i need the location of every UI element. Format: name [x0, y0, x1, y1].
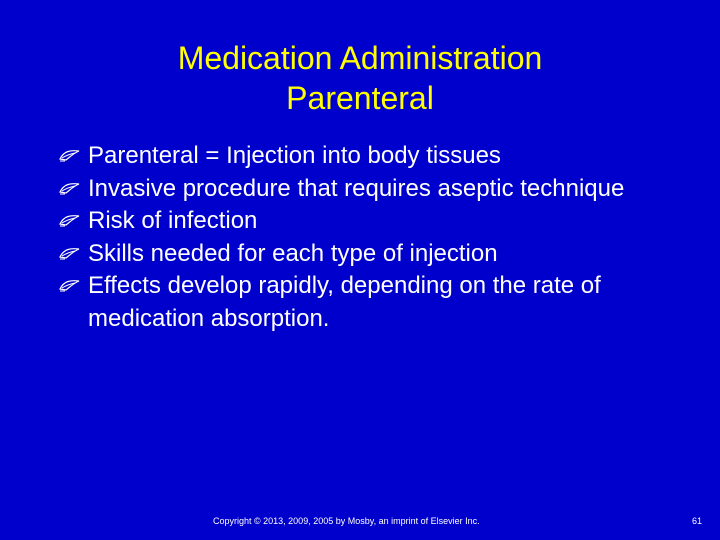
feather-scroll-icon	[59, 247, 81, 261]
page-number: 61	[691, 516, 702, 526]
bullet-item	[0, 270, 720, 335]
copyright-notice: Copyright © 2013, 2009, 2005 by Mosby, an imprint of Elsevier Inc.	[213, 516, 480, 526]
bullet-text: Effects develop rapidly, depending on the rate of medication absorption.	[88, 272, 601, 332]
bullet-item	[0, 173, 720, 206]
bullet-item	[0, 205, 720, 238]
bullet-text: Parenteral = Injection into body tissues	[88, 142, 501, 169]
bullet-text: Risk of infection	[88, 207, 258, 234]
slide-footer	[0, 514, 720, 528]
bullet-text: Skills needed for each type of injection	[88, 239, 498, 267]
slide-title-line: Medication Administration	[177, 40, 543, 76]
feather-scroll-icon	[59, 279, 81, 293]
bullet-list	[0, 140, 720, 335]
slide-title	[60, 38, 660, 118]
bullet-text: Invasive procedure that requires aseptic technique	[88, 174, 625, 202]
bullet-item	[0, 238, 720, 271]
feather-scroll-icon	[59, 149, 81, 163]
feather-scroll-icon	[59, 182, 81, 196]
feather-scroll-icon	[59, 214, 81, 228]
slide-title-line: Parenteral	[286, 80, 434, 116]
bullet-item	[0, 140, 720, 173]
